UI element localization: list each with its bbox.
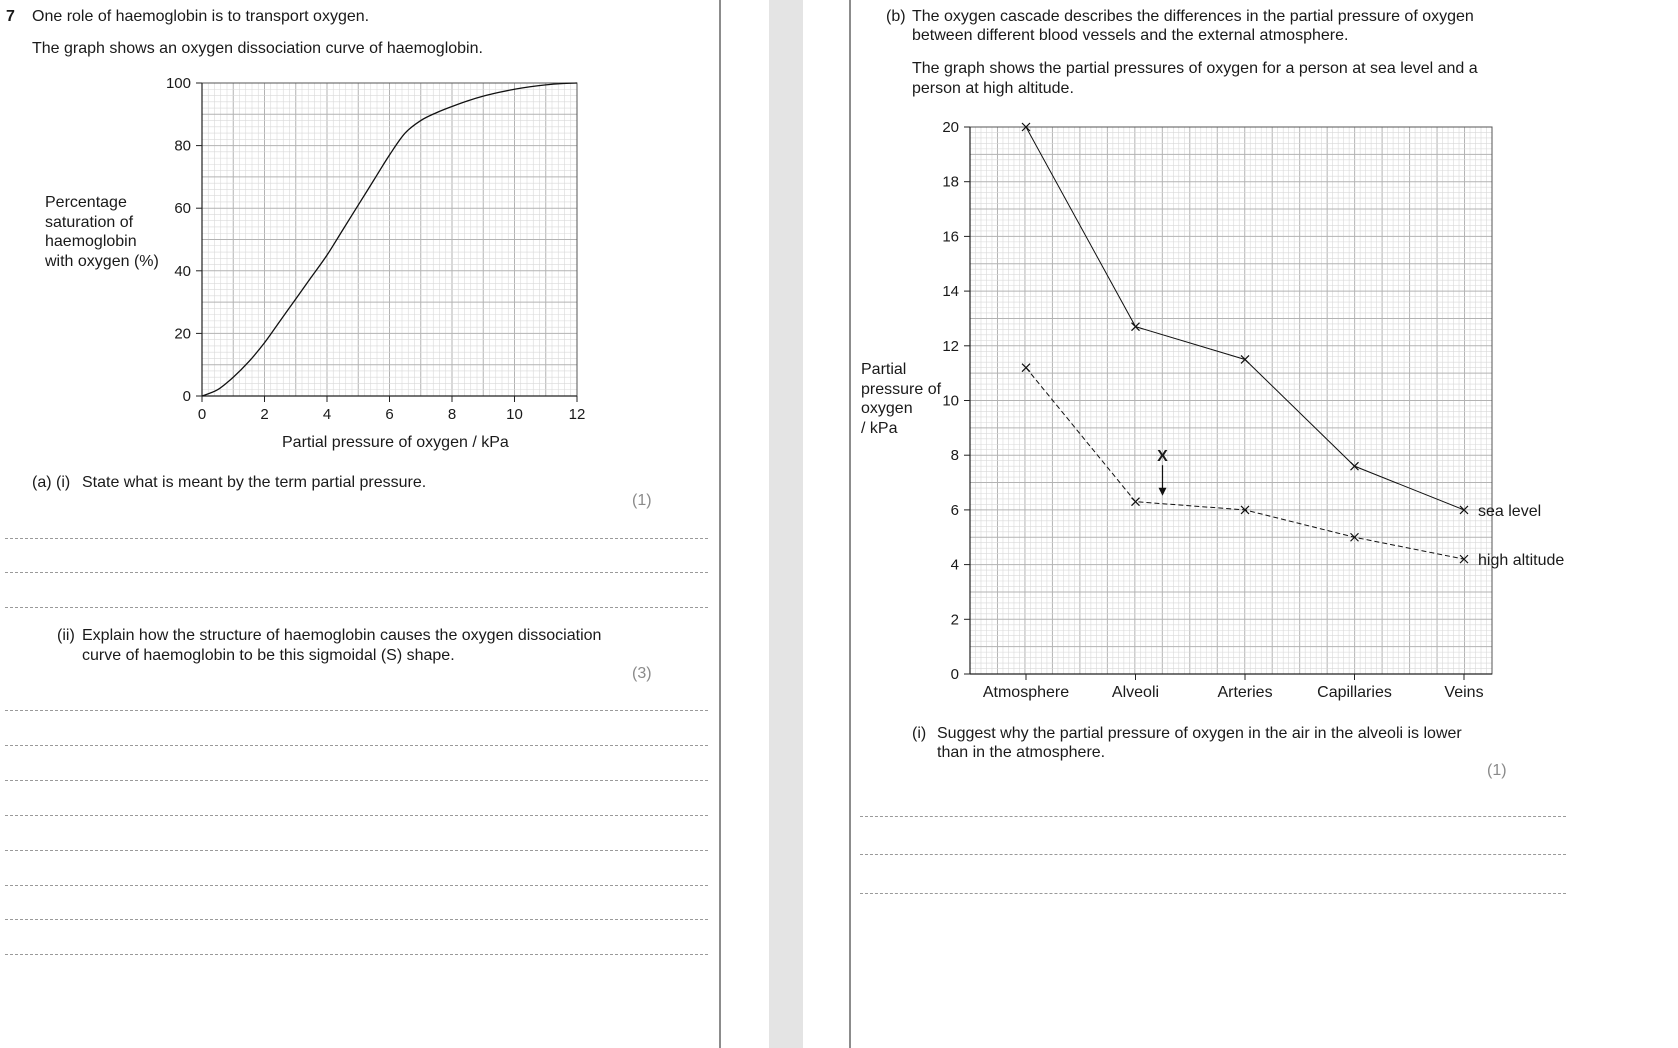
part-a-ii-label: (ii) [57,627,75,644]
y-tick-label: 4 [950,556,959,574]
part-a-i-marks: (1) [632,492,652,509]
question-number: 7 [6,8,15,25]
sea-level-legend-label: sea level [1478,502,1542,520]
x-tick-label: 12 [568,406,586,423]
cascade-intro-line2: person at high altitude. [912,80,1074,97]
part-a-i-label: (a) (i) [32,474,71,491]
part-b-line1: The oxygen cascade describes the differences in the partial pressure of oxygen [912,8,1474,25]
y-tick-label: 16 [942,228,959,246]
answer-line[interactable] [5,919,708,920]
x-tick-label: Atmosphere [982,684,1070,701]
annotation-x-label: X [1157,448,1168,466]
graph-intro: The graph shows an oxygen dissociation curve of haemoglobin. [32,40,483,57]
y-tick-label: 0 [950,666,959,683]
dissociation-x-label: Partial pressure of oxygen / kPa [282,434,509,451]
y-tick-label: 20 [942,119,959,136]
answer-line[interactable] [860,893,1566,894]
answer-line[interactable] [5,815,708,816]
answer-line[interactable] [860,854,1566,855]
y-tick-label: 40 [174,262,191,280]
part-b-i-question-line1: Suggest why the partial pressure of oxygen in the air in the alveoli is lower [937,725,1462,742]
x-tick-label: 4 [322,406,332,423]
question-intro: One role of haemoglobin is to transport oxygen. [32,8,370,25]
y-tick-label: 100 [165,75,191,92]
answer-line[interactable] [5,850,708,851]
answer-line[interactable] [5,954,708,955]
x-tick-label: Alveoli [1111,684,1160,701]
x-tick-label: 0 [197,406,207,423]
x-tick-label: 6 [385,406,394,423]
x-tick-label: Arteries [1217,684,1273,701]
chart-grid [970,127,1492,674]
x-tick-label: Veins [1444,684,1484,701]
part-a-i-question: State what is meant by the term partial pressure. [82,474,427,491]
answer-line[interactable] [5,745,708,746]
answer-line[interactable] [860,816,1566,817]
x-tick-label: 2 [260,406,269,423]
y-tick-label: 10 [942,392,959,410]
part-a-ii-marks: (3) [632,665,652,682]
y-tick-label: 18 [942,173,959,191]
annotation-arrowhead [1159,488,1167,496]
y-tick-label: 12 [942,337,959,355]
high-altitude-legend-label: high altitude [1478,552,1565,570]
y-tick-label: 20 [174,325,191,343]
x-tick-label: 10 [506,406,523,423]
cascade-y-label: Partial pressure of oxygen / kPa [861,361,942,437]
part-b-i-label: (i) [912,725,927,742]
part-b-i-marks: (1) [1487,762,1507,779]
y-tick-label: 6 [950,501,959,519]
part-a-ii-question-line1: Explain how the structure of haemoglobin causes the oxygen dissociation [82,627,602,644]
part-b-line2: between different blood vessels and the external atmosphere. [912,27,1349,44]
part-b-i-question-line2: than in the atmosphere. [937,744,1106,761]
y-tick-label: 2 [950,611,959,629]
cascade-intro-line1: The graph shows the partial pressures of oxygen for a person at sea level and a [912,60,1478,77]
y-tick-label: 60 [174,200,191,218]
answer-line[interactable] [5,885,708,886]
answer-line[interactable] [5,780,708,781]
part-b-label: (b) [886,8,906,25]
x-tick-label: Capillaries [1317,684,1392,701]
y-tick-label: 0 [182,388,191,405]
y-tick-label: 14 [942,283,959,301]
x-tick-label: 8 [447,406,457,423]
part-a-ii-question-line2: curve of haemoglobin to be this sigmoidal (S) shape. [82,647,455,664]
y-tick-label: 8 [950,447,959,465]
y-tick-label: 80 [174,137,191,155]
dissociation-y-label: Percentage saturation of haemoglobin with oxygen (%) [45,194,159,270]
